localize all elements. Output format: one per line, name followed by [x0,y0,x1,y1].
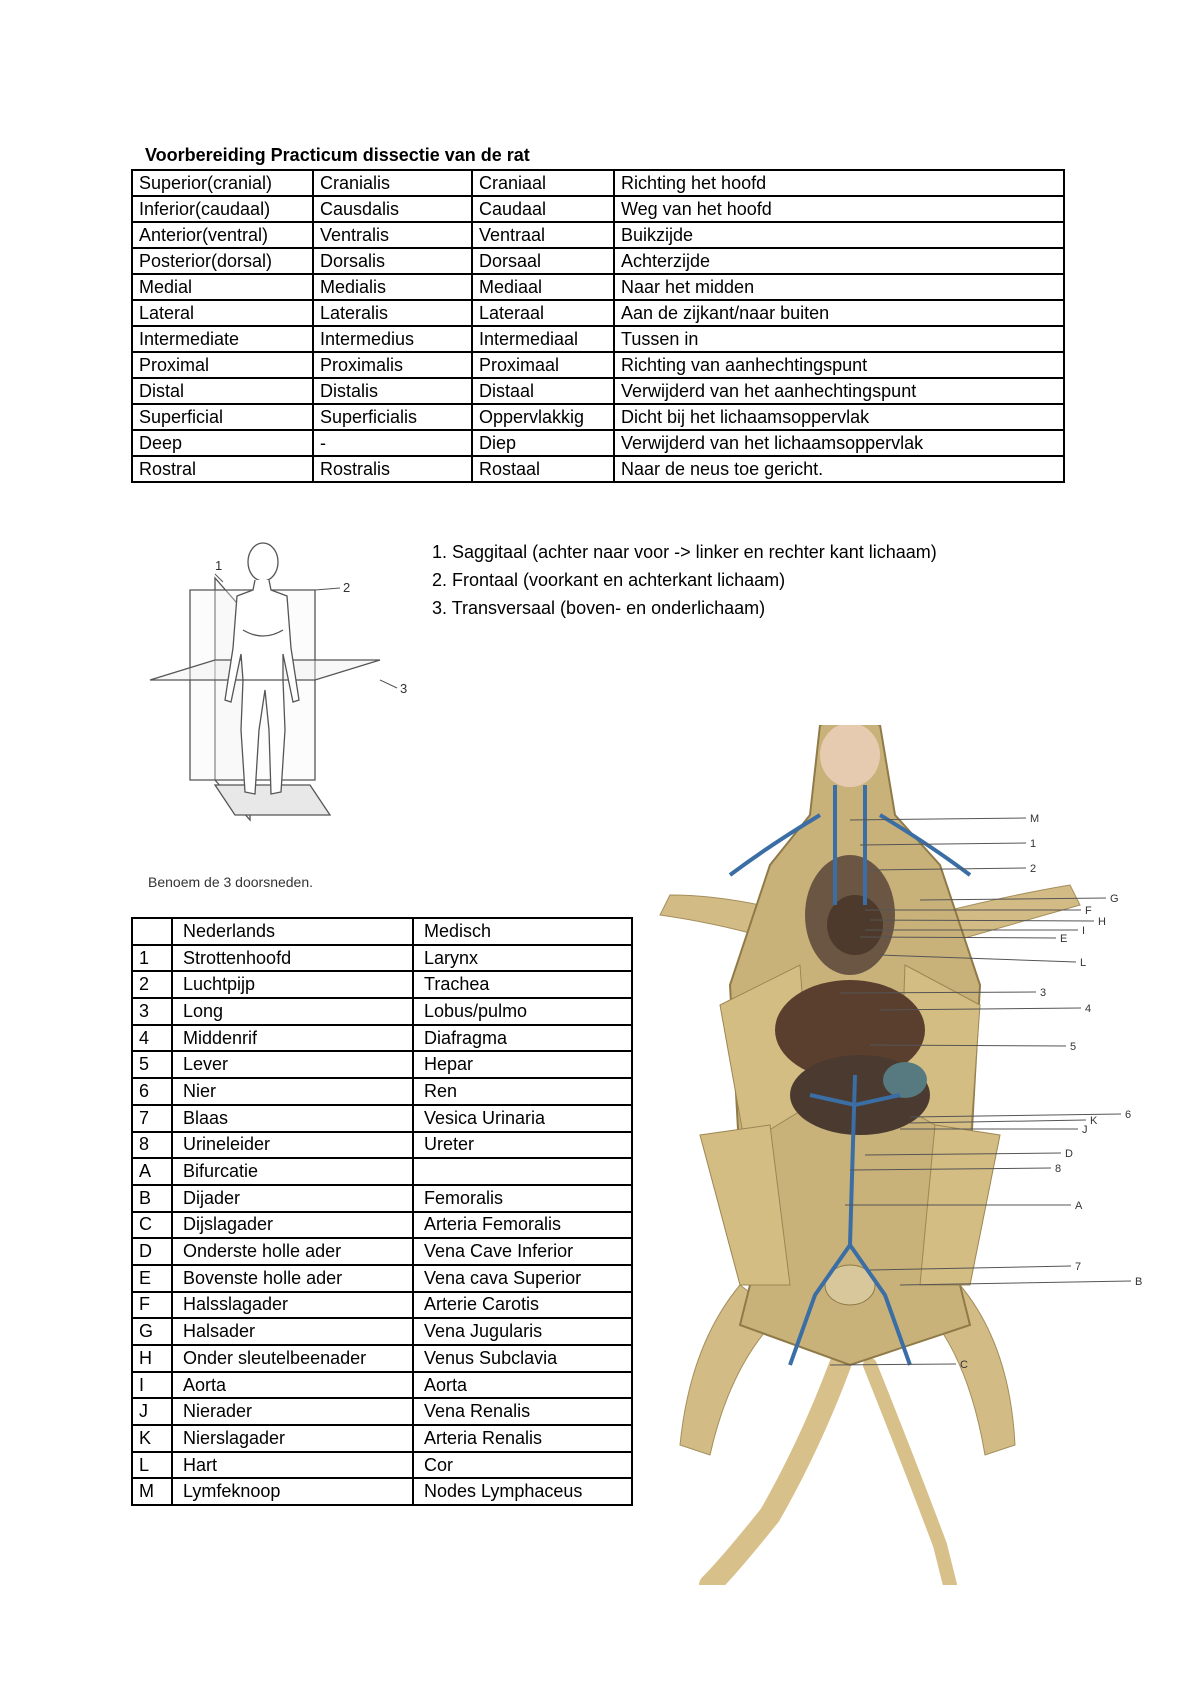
rat-label: 2 [1030,863,1037,875]
organ-medical-name: Vena Renalis [413,1398,632,1425]
organ-dutch-name: Halsader [172,1318,413,1345]
rat-label: 5 [1070,1041,1077,1053]
direction-row [132,456,1064,482]
organ-medical-name: Femoralis [413,1185,632,1212]
organ-medical-name: Trachea [413,971,632,998]
organ-row [132,1051,632,1078]
organs-header-row [132,918,632,945]
organ-row [132,1238,632,1265]
organ-medical-name: Vesica Urinaria [413,1105,632,1132]
organ-code: E [132,1265,172,1292]
direction-cell: Verwijderd van het aanhechtingspunt [614,378,1064,404]
direction-cell: Distalis [313,378,472,404]
direction-row [132,170,1064,196]
organ-medical-name: Arteria Femoralis [413,1212,632,1239]
direction-cell: Superior(cranial) [132,170,313,196]
organ-medical-name: Diafragma [413,1025,632,1052]
direction-cell: Aan de zijkant/naar buiten [614,300,1064,326]
organ-dutch-name: Bifurcatie [172,1158,413,1185]
organ-medical-name: Ren [413,1078,632,1105]
directions-table [131,169,1065,483]
direction-cell: Medial [132,274,313,300]
direction-row [132,222,1064,248]
direction-cell: Superficial [132,404,313,430]
direction-row [132,196,1064,222]
direction-cell: Distaal [472,378,614,404]
organ-row [132,1372,632,1399]
direction-cell: Mediaal [472,274,614,300]
direction-cell: Weg van het hoofd [614,196,1064,222]
rat-label: I [1082,925,1086,937]
organ-dutch-name: Nierslagader [172,1425,413,1452]
organ-code: 6 [132,1078,172,1105]
direction-row [132,352,1064,378]
organs-header-cell: Medisch [413,918,632,945]
organ-row [132,1132,632,1159]
direction-cell: Caudaal [472,196,614,222]
direction-cell: Intermediate [132,326,313,352]
direction-cell: Proximaal [472,352,614,378]
organ-medical-name: Lobus/pulmo [413,998,632,1025]
planes-list [432,538,937,622]
direction-cell: Proximal [132,352,313,378]
organ-dutch-name: Blaas [172,1105,413,1132]
organ-dutch-name: Middenrif [172,1025,413,1052]
rat-label: K [1090,1115,1098,1127]
organ-dutch-name: Onderste holle ader [172,1238,413,1265]
direction-row [132,404,1064,430]
organ-row [132,1212,632,1239]
direction-cell: - [313,430,472,456]
direction-cell: Causdalis [313,196,472,222]
organ-row [132,1425,632,1452]
plane-item-2: 2. Frontaal (voorkant en achterkant lichaam) [432,570,786,590]
direction-cell: Ventraal [472,222,614,248]
organ-medical-name: Arteria Renalis [413,1425,632,1452]
organ-dutch-name: Hart [172,1452,413,1479]
organ-row [132,1292,632,1319]
organ-code: K [132,1425,172,1452]
plane-label-3: 3 [400,681,408,696]
plane-item-1: 1. Saggitaal (achter naar voor -> linker en rechter kant lichaam) [432,542,937,562]
direction-row [132,300,1064,326]
organs-header-cell: Nederlands [172,918,413,945]
direction-cell: Superficialis [313,404,472,430]
organ-code: A [132,1158,172,1185]
organ-code: 4 [132,1025,172,1052]
direction-cell: Anterior(ventral) [132,222,313,248]
human-planes-figure [145,530,425,860]
direction-cell: Dorsaal [472,248,614,274]
direction-cell: Lateralis [313,300,472,326]
direction-cell: Inferior(caudaal) [132,196,313,222]
organ-code: 8 [132,1132,172,1159]
direction-cell: Achterzijde [614,248,1064,274]
organ-row [132,1318,632,1345]
direction-cell: Buikzijde [614,222,1064,248]
direction-row [132,430,1064,456]
organ-dutch-name: Strottenhoofd [172,945,413,972]
organ-medical-name: Aorta [413,1372,632,1399]
organ-code: D [132,1238,172,1265]
organ-medical-name: Ureter [413,1132,632,1159]
organ-row [132,945,632,972]
organ-code: 1 [132,945,172,972]
organ-dutch-name: Dijader [172,1185,413,1212]
rat-label: L [1080,957,1087,969]
rat-label: E [1060,933,1068,945]
direction-row [132,274,1064,300]
organ-code: B [132,1185,172,1212]
organ-row [132,998,632,1025]
organ-code: C [132,1212,172,1239]
organ-dutch-name: Lymfeknoop [172,1478,413,1505]
organ-row [132,1452,632,1479]
direction-cell: Lateral [132,300,313,326]
organ-row [132,1158,632,1185]
organ-medical-name: Vena cava Superior [413,1265,632,1292]
organ-dutch-name: Nier [172,1078,413,1105]
organ-row [132,1265,632,1292]
plane-label-1: 1 [215,558,223,573]
direction-cell: Rostralis [313,456,472,482]
organ-medical-name: Nodes Lymphaceus [413,1478,632,1505]
organs-header-cell [132,918,172,945]
rat-label: M [1030,813,1040,825]
organ-medical-name: Larynx [413,945,632,972]
direction-cell: Intermedius [313,326,472,352]
direction-cell: Lateraal [472,300,614,326]
organ-row [132,1105,632,1132]
organ-dutch-name: Lever [172,1051,413,1078]
direction-cell: Naar het midden [614,274,1064,300]
organ-dutch-name: Halsslagader [172,1292,413,1319]
rat-label: 4 [1085,1003,1092,1015]
organ-dutch-name: Aorta [172,1372,413,1399]
organ-code: H [132,1345,172,1372]
organ-code: I [132,1372,172,1399]
organ-medical-name: Vena Cave Inferior [413,1238,632,1265]
rat-label: F [1085,905,1092,917]
rat-dissection-figure [650,725,1170,1585]
organ-code: 2 [132,971,172,998]
direction-cell: Dorsalis [313,248,472,274]
organ-medical-name: Cor [413,1452,632,1479]
direction-cell: Rostral [132,456,313,482]
organ-medical-name [413,1158,632,1185]
organ-dutch-name: Bovenste holle ader [172,1265,413,1292]
direction-cell: Diep [472,430,614,456]
direction-cell: Distal [132,378,313,404]
organ-dutch-name: Long [172,998,413,1025]
direction-cell: Medialis [313,274,472,300]
plane-label-2: 2 [343,580,351,595]
organ-dutch-name: Nierader [172,1398,413,1425]
organ-medical-name: Hepar [413,1051,632,1078]
rat-label: H [1098,916,1106,928]
direction-row [132,248,1064,274]
plane-item-3: 3. Transversaal (boven- en onderlichaam) [432,598,766,618]
organ-row [132,1345,632,1372]
direction-cell: Tussen in [614,326,1064,352]
direction-row [132,378,1064,404]
organ-code: 7 [132,1105,172,1132]
organ-code: G [132,1318,172,1345]
rat-label: 6 [1125,1109,1132,1121]
rat-label: J [1082,1124,1088,1136]
direction-cell: Richting van aanhechtingspunt [614,352,1064,378]
rat-label: 7 [1075,1261,1082,1273]
organ-code: 3 [132,998,172,1025]
direction-cell: Verwijderd van het lichaamsoppervlak [614,430,1064,456]
organ-row [132,1478,632,1505]
organ-code: F [132,1292,172,1319]
organs-table [131,917,633,1506]
rat-label: B [1135,1276,1143,1288]
direction-cell: Ventralis [313,222,472,248]
direction-cell: Richting het hoofd [614,170,1064,196]
direction-cell: Intermediaal [472,326,614,352]
direction-cell: Cranialis [313,170,472,196]
rat-label: 1 [1030,838,1037,850]
organ-medical-name: Venus Subclavia [413,1345,632,1372]
organ-code: J [132,1398,172,1425]
organ-dutch-name: Dijslagader [172,1212,413,1239]
rat-label: 3 [1040,987,1047,999]
organ-dutch-name: Onder sleutelbeenader [172,1345,413,1372]
direction-row [132,326,1064,352]
organ-row [132,1025,632,1052]
page-title: Voorbereiding Practicum dissectie van de rat [145,145,530,165]
organ-row [132,1185,632,1212]
organ-code: 5 [132,1051,172,1078]
organ-row [132,1398,632,1425]
organ-medical-name: Vena Jugularis [413,1318,632,1345]
direction-cell: Dicht bij het lichaamsoppervlak [614,404,1064,430]
direction-cell: Proximalis [313,352,472,378]
direction-cell: Naar de neus toe gericht. [614,456,1064,482]
rat-label: D [1065,1148,1073,1160]
figure-caption: Benoem de 3 doorsneden. [148,874,314,890]
rat-label: 8 [1055,1163,1062,1175]
direction-cell: Rostaal [472,456,614,482]
direction-cell: Posterior(dorsal) [132,248,313,274]
rat-label: G [1110,893,1119,905]
organ-row [132,971,632,998]
organ-medical-name: Arterie Carotis [413,1292,632,1319]
direction-cell: Deep [132,430,313,456]
organ-dutch-name: Luchtpijp [172,971,413,998]
rat-label: A [1075,1200,1083,1212]
organ-code: M [132,1478,172,1505]
rat-label: C [960,1359,968,1371]
organ-dutch-name: Urineleider [172,1132,413,1159]
organ-code: L [132,1452,172,1479]
direction-cell: Oppervlakkig [472,404,614,430]
organ-row [132,1078,632,1105]
direction-cell: Craniaal [472,170,614,196]
